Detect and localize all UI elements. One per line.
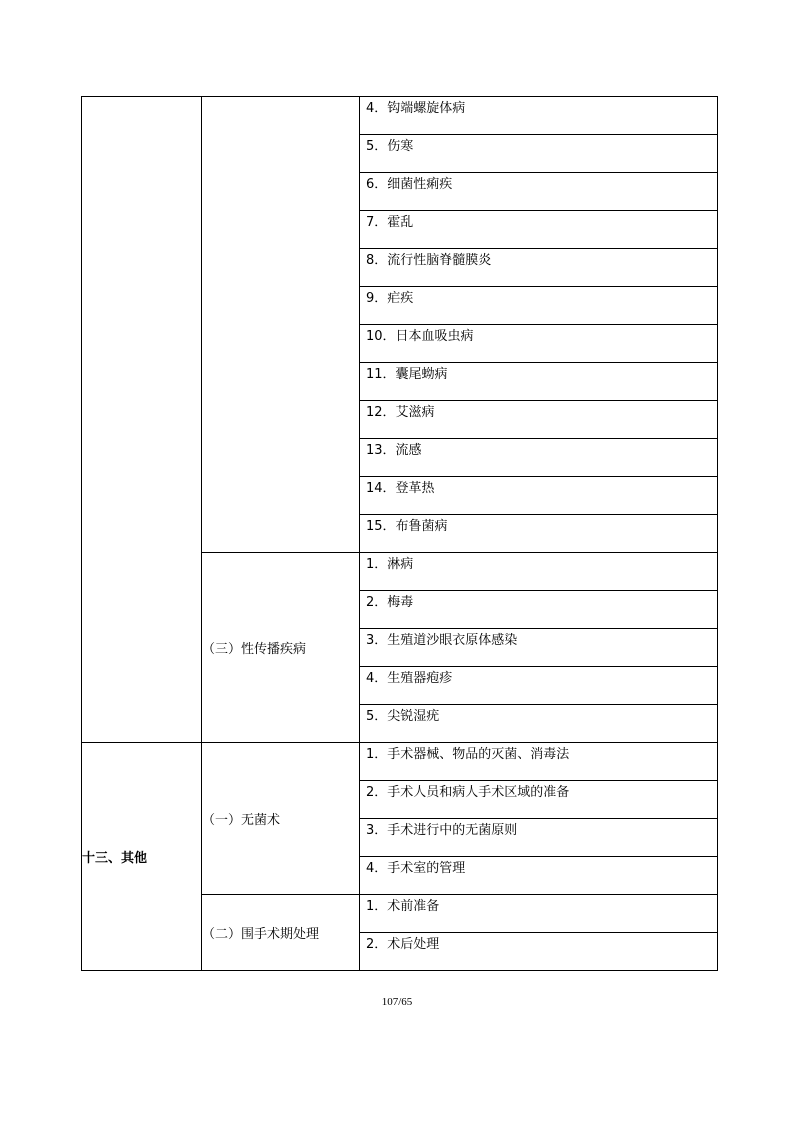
item-cell <box>360 705 718 743</box>
item-cell <box>360 515 718 553</box>
item-cell <box>360 629 718 667</box>
item-text: 5．尖锐湿疣 <box>366 709 440 724</box>
subsection-title: （一）无菌术 <box>202 743 360 895</box>
item-text: 3．生殖道沙眼衣原体感染 <box>366 633 518 648</box>
category-title: 十三、其他 <box>82 743 202 971</box>
item-text: 1．手术器械、物品的灭菌、消毒法 <box>366 747 570 762</box>
item-cell <box>360 173 718 211</box>
category-cell-continued <box>82 97 202 743</box>
item-cell <box>360 591 718 629</box>
item-cell <box>360 439 718 477</box>
item-text: 2．术后处理 <box>366 937 440 952</box>
item-cell <box>360 249 718 287</box>
item-text: 4．手术室的管理 <box>366 861 466 876</box>
item-text: 15．布鲁菌病 <box>366 519 448 534</box>
item-cell <box>360 667 718 705</box>
item-cell <box>360 287 718 325</box>
item-cell <box>360 781 718 819</box>
item-text: 13．流感 <box>366 443 422 458</box>
item-text: 8．流行性脑脊髓膜炎 <box>366 253 492 268</box>
item-cell <box>360 325 718 363</box>
item-cell <box>360 553 718 591</box>
item-cell <box>360 211 718 249</box>
item-text: 1．术前准备 <box>366 899 440 914</box>
item-text: 2．手术人员和病人手术区域的准备 <box>366 785 570 800</box>
item-text: 4．钩端螺旋体病 <box>366 101 466 116</box>
item-cell <box>360 857 718 895</box>
item-text: 4．生殖器疱疹 <box>366 671 453 686</box>
syllabus-table <box>81 96 718 971</box>
item-text: 5．伤寒 <box>366 139 414 154</box>
item-cell <box>360 819 718 857</box>
item-text: 3．手术进行中的无菌原则 <box>366 823 518 838</box>
item-text: 10．日本血吸虫病 <box>366 329 474 344</box>
item-cell <box>360 97 718 135</box>
subsection-title: （二）围手术期处理 <box>202 895 360 971</box>
item-text: 14．登革热 <box>366 481 435 496</box>
page-number: 107/65 <box>381 996 413 1008</box>
item-text: 7．霍乱 <box>366 215 414 230</box>
item-text: 11．囊尾蚴病 <box>366 367 448 382</box>
item-cell <box>360 933 718 971</box>
table-row <box>82 743 718 781</box>
subsection-cell-continued <box>202 97 360 553</box>
item-cell <box>360 401 718 439</box>
item-cell <box>360 895 718 933</box>
item-cell <box>360 743 718 781</box>
item-cell <box>360 363 718 401</box>
item-text: 6．细菌性痢疾 <box>366 177 453 192</box>
item-cell <box>360 477 718 515</box>
table-row <box>82 97 718 135</box>
item-cell <box>360 135 718 173</box>
item-text: 2．梅毒 <box>366 595 414 610</box>
item-text: 1．淋病 <box>366 557 414 572</box>
subsection-title: （三）性传播疾病 <box>202 553 360 743</box>
item-text: 9．疟疾 <box>366 291 414 306</box>
item-text: 12．艾滋病 <box>366 405 435 420</box>
